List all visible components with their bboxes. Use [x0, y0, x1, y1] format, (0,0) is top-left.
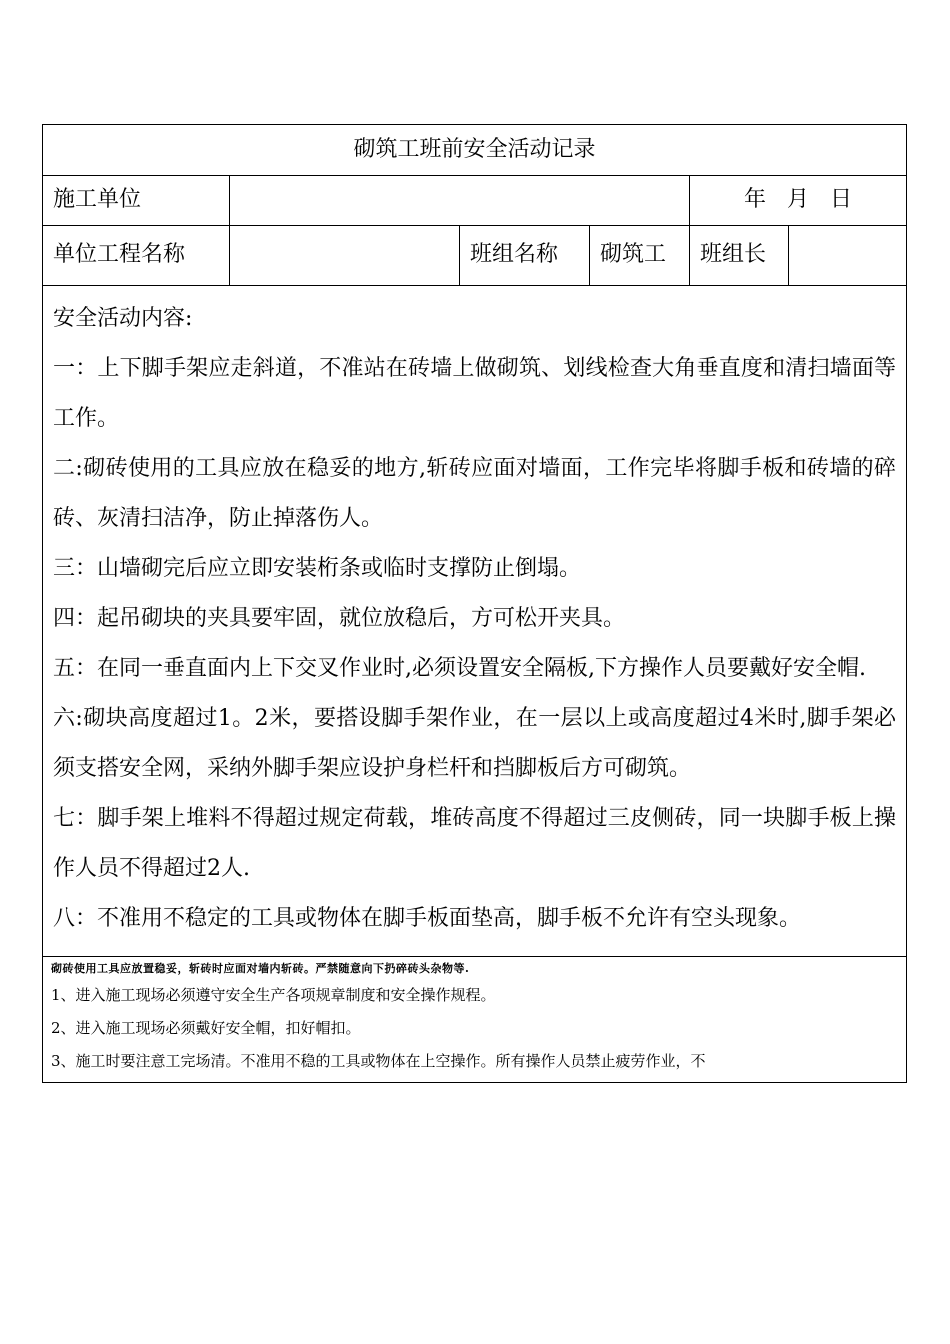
content-item: 四：起吊砌块的夹具要牢固，就位放稳后，方可松开夹具。 [53, 606, 626, 631]
content-item: 二:砌砖使用的工具应放在稳妥的地方,斩砖应面对墙面，工作完毕将脚手板和砖墙的碎砖、灰清扫洁净，防止掉落伤人。 [53, 456, 897, 531]
project-value [230, 226, 460, 286]
content-item: 一：上下脚手架应走斜道，不准站在砖墙上做砌筑、划线检查大角垂直度和清扫墙面等工作。 [53, 356, 897, 431]
content-item: 六:砌块高度超过1。2米，要搭设脚手架作业，在一层以上或高度超过4米时,脚手架必须支搭安全网，采纳外脚手架应设护身栏杆和挡脚板后方可砌筑。 [53, 706, 897, 781]
safety-record-document [42, 124, 906, 1083]
safety-record-table [42, 124, 907, 1083]
leader-label: 班组长 [690, 226, 789, 286]
team-value: 砌筑工 [590, 226, 690, 286]
notes-section [43, 957, 907, 1083]
date-field: 年 月 日 [690, 176, 907, 226]
unit-value [230, 176, 690, 226]
team-label: 班组名称 [460, 226, 590, 286]
content-item: 七：脚手架上堆料不得超过规定荷载，堆砖高度不得超过三皮侧砖，同一块脚手板上操作人员不得超过2人. [53, 806, 897, 881]
form-title: 砌筑工班前安全活动记录 [43, 125, 907, 176]
content-heading: 安全活动内容: [53, 306, 193, 331]
content-section [43, 286, 907, 957]
content-item: 三：山墙砌完后应立即安装桁条或临时支撑防止倒塌。 [53, 556, 582, 581]
notes-small-line: 砌砖使用工具应放置稳妥，斩砖时应面对墙内斩砖。严禁随意向下扔碎砖头杂物等. [51, 962, 470, 975]
notes-line: 3、施工时要注意工完场清。不准用不稳的工具或物体在上空操作。所有操作人员禁止疲劳作业，不 [51, 1052, 706, 1070]
notes-line: 1、进入施工现场必须遵守安全生产各项规章制度和安全操作规程。 [51, 986, 496, 1004]
leader-value [789, 226, 907, 286]
content-item: 八：不准用不稳定的工具或物体在脚手板面垫高，脚手板不允许有空头现象。 [53, 906, 802, 931]
notes-line: 2、进入施工现场必须戴好安全帽，扣好帽扣。 [51, 1019, 361, 1037]
project-label: 单位工程名称 [43, 226, 230, 286]
unit-label: 施工单位 [43, 176, 230, 226]
content-item: 五：在同一垂直面内上下交叉作业时,必须设置安全隔板,下方操作人员要戴好安全帽. [53, 656, 866, 681]
